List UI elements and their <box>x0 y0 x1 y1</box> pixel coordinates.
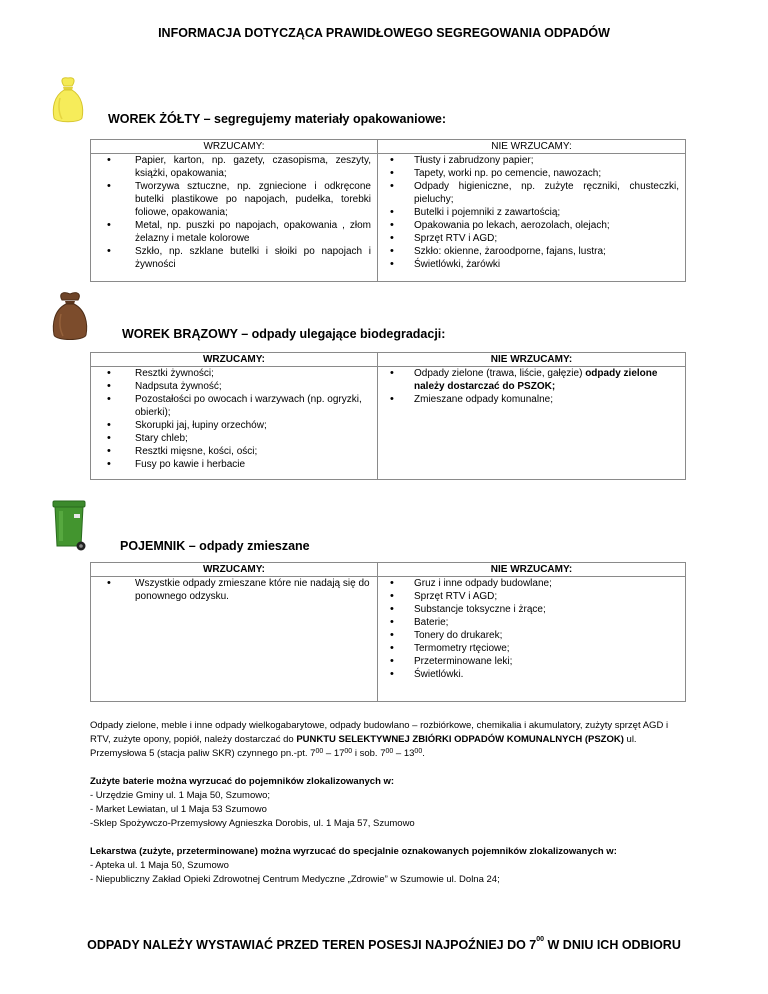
list-item: • Sprzęt RTV i AGD; <box>378 590 679 603</box>
section-heading-brown: WOREK BRĄZOWY – odpady ulegające biodegradacji: <box>122 327 446 341</box>
list-item: • Resztki żywności; <box>91 367 371 380</box>
list-item: • Sprzęt RTV i AGD; <box>378 232 679 245</box>
list-item: - Market Lewiatan, ul 1 Maja 53 Szumowo <box>90 804 267 815</box>
list-item: • Pozostałości po owocach i warzywach (np. ogryzki, obierki); <box>91 393 371 419</box>
yellow-in-list <box>91 154 377 275</box>
brown-out-header: NIE WRZUCAMY: <box>378 353 686 367</box>
list-item: • Zmieszane odpady komunalne; <box>378 393 679 406</box>
brown-in-header: WRZUCAMY: <box>91 353 378 367</box>
brown-bag-icon <box>50 290 90 342</box>
list-item: • Resztki mięsne, kości, ości; <box>91 445 371 458</box>
brown-in-list <box>91 367 377 475</box>
bin-out-header: NIE WRZUCAMY: <box>378 563 686 577</box>
list-item: • Odpady higieniczne, np. zużyte ręczniki, chusteczki, pieluchy; <box>378 180 679 206</box>
list-item: • Tłusty i zabrudzony papier; <box>378 154 679 167</box>
batteries-block <box>90 775 690 831</box>
section-heading-bin: POJEMNIK – odpady zmieszane <box>120 539 310 553</box>
footer-notice: ODPADY NALEŻY WYSTAWIAĆ PRZED TEREN POSESJI NAJPOŹNIEJ DO $7^{00}$ W DNIU ICH ODBIORU <box>87 936 681 952</box>
list-item: • Tonery do drukarek; <box>378 629 679 642</box>
list-item: • Termometry rtęciowe; <box>378 642 679 655</box>
list-item: • Butelki i pojemniki z zawartością; <box>378 206 679 219</box>
list-item: • Stary chleb; <box>91 432 371 445</box>
bin-in-list <box>91 577 377 607</box>
notes <box>90 719 690 887</box>
bin-out-list <box>378 577 685 685</box>
yellow-out-header: NIE WRZUCAMY: <box>378 140 686 154</box>
list-item: • Świetlówki, żarówki <box>378 258 679 271</box>
list-item: • Substancje toksyczne i żrące; <box>378 603 679 616</box>
list-item: • Tapety, worki np. po cemencie, nawozach; <box>378 167 679 180</box>
list-item-text: Odpady zielone (trawa, liście, gałęzie) <box>414 368 586 379</box>
yellow-in-header: WRZUCAMY: <box>91 140 378 154</box>
list-item: • Szkło: okienne, żaroodporne, fajans, lustra; <box>378 245 679 258</box>
green-bin-icon <box>52 498 88 552</box>
list-item: • Świetlówki. <box>378 668 679 681</box>
list-item: • Przeterminowane leki; <box>378 655 679 668</box>
brown-bag-table <box>90 352 686 480</box>
bin-table <box>90 562 686 702</box>
list-item: • Baterie; <box>378 616 679 629</box>
list-item: • Fusy po kawie i herbacie <box>91 458 371 471</box>
list-item: • Opakowania po lekach, aerozolach, olejach; <box>378 219 679 232</box>
pszok-paragraph: Odpady zielone, meble i inne odpady wielkogabarytowe, odpady budowlano – rozbiórkowe, chemikalia i akumulatory, zużyty sprzęt AGD i RTV, zużyte opony, popiół, należy dostarczać do PUNKTU SELEKTYWNEJ ZBIÓRKI ODPADÓW KOMUNALNYCH (PSZOK) ul. Przemysłowa 5 (stacja paliw SKR) czynnego pn.-pt. $7^{00} - 17^{00}$ i sob. $7^{00} - 13^{00}$. <box>90 720 669 759</box>
pszok-note: odpady zielone należy dostarczać do PSZOK; <box>414 368 658 392</box>
page-title: INFORMACJA DOTYCZĄCA PRAWIDŁOWEGO SEGREGOWANIA ODPADÓW <box>158 26 610 40</box>
yellow-out-list <box>378 154 685 275</box>
medicine-heading: Lekarstwa (zużyte, przeterminowane) można wyrzucać do specjalnie oznakowanych pojemników zlokalizowanych w: <box>90 846 617 857</box>
list-item <box>378 367 679 393</box>
list-item: • Papier, karton, np. gazety, czasopisma, zeszyty, książki, opakowania; <box>91 154 371 180</box>
medicine-block <box>90 845 690 887</box>
list-item: • Gruz i inne odpady budowlane; <box>378 577 679 590</box>
list-item: • Skorupki jaj, łupiny orzechów; <box>91 419 371 432</box>
list-item: • Nadpsuta żywność; <box>91 380 371 393</box>
list-item: - Apteka ul. 1 Maja 50, Szumowo <box>90 860 229 871</box>
section-heading-yellow: WOREK ŻÓŁTY – segregujemy materiały opakowaniowe: <box>108 112 447 126</box>
list-item: • Szkło, np. szklane butelki i słoiki po napojach i żywności <box>91 245 371 271</box>
list-item: • Tworzywa sztuczne, np. zgniecione i odkręcone butelki plastikowe po napojach, pudełka, torebki foliowe, opakowania; <box>91 180 371 219</box>
list-item: - Niepubliczny Zakład Opieki Zdrowotnej Centrum Medyczne „Zdrowie” w Szumowie ul. Dolna 24; <box>90 874 500 885</box>
brown-out-list <box>378 367 685 410</box>
list-item: - Urzędzie Gminy ul. 1 Maja 50, Szumowo; <box>90 790 271 801</box>
yellow-bag-table <box>90 139 686 282</box>
list-item: • Wszystkie odpady zmieszane które nie nadają się do ponownego odzysku. <box>91 577 371 603</box>
yellow-bag-icon <box>50 76 86 124</box>
list-item: • Metal, np. puszki po napojach, opakowania , złom żelazny i metale kolorowe <box>91 219 371 245</box>
batteries-heading: Zużyte baterie można wyrzucać do pojemników zlokalizowanych w: <box>90 776 395 787</box>
bin-in-header: WRZUCAMY: <box>91 563 378 577</box>
list-item: -Sklep Spożywczo-Przemysłowy Agnieszka Dorobis, ul. 1 Maja 57, Szumowo <box>90 818 415 829</box>
